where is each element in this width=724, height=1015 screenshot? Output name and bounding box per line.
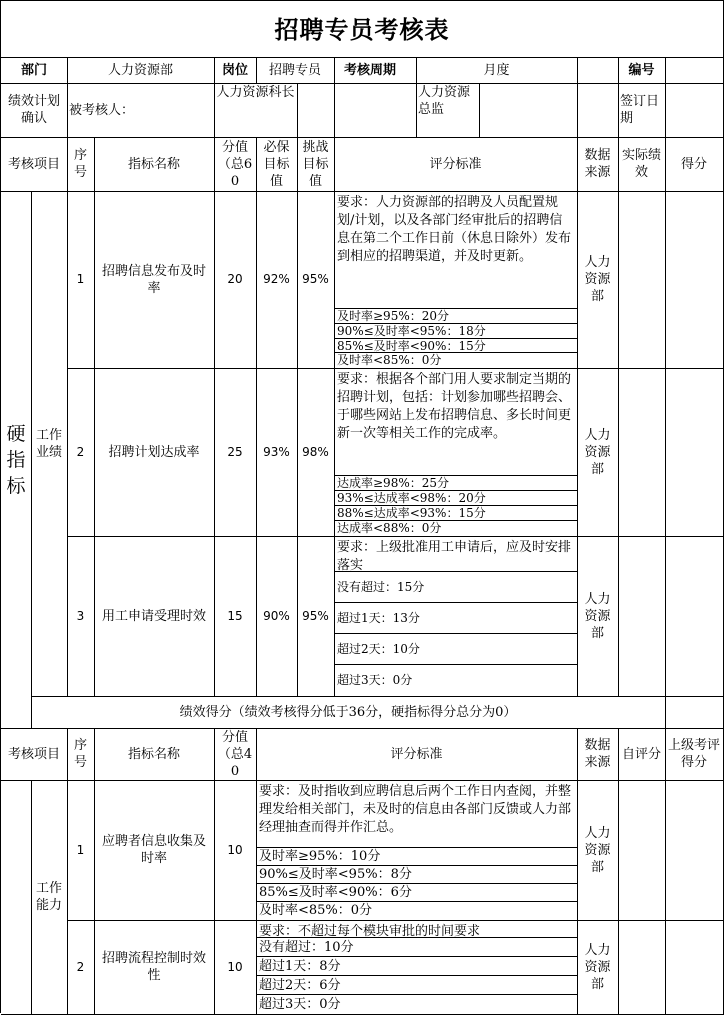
row-must-target: 93% (256, 368, 298, 537)
row-score: 10 (214, 780, 257, 921)
row-score-input[interactable] (665, 191, 724, 369)
criteria-level: 达成率<88%：0分 (337, 521, 442, 535)
criteria-level: 超过3天：0分 (337, 673, 413, 687)
criteria-level: 及时率≥95%：20分 (334, 309, 577, 324)
criteria-requirement: 要求：及时指收到应聘信息后两个工作日内查阅，并整理发给相关部门，未及时的信息由各部门反馈或人力部经理抽查而得并作汇总。 (256, 780, 577, 848)
criteria-level: 93%≤达成率<98%：20分 (334, 491, 577, 506)
row-score: 15 (214, 536, 257, 697)
row-data-source: 人力资源部 (577, 536, 619, 697)
criteria-level: 超过2天：6分 (256, 976, 577, 995)
criteria-level: 没有超过：15分 (334, 572, 577, 603)
row-actual-input[interactable] (618, 191, 666, 369)
chief-label: 人力资源科长 (214, 83, 298, 138)
row-self-score-input[interactable] (618, 920, 666, 1015)
col-header-item-2: 考核项目 (1, 728, 68, 781)
col-header-challenge: 挑战目标值 (297, 137, 335, 192)
criteria-level: 超过1天：13分 (334, 603, 577, 634)
performance-summary: 绩效得分（绩效考核得分低于36分，硬指标得分总分为0） (31, 696, 666, 729)
criteria-level: 超过2天：10分 (334, 634, 577, 665)
row-actual-input[interactable] (618, 536, 666, 697)
row-score-input[interactable] (665, 536, 724, 697)
criteria-level: 及时率<85%：0分 (337, 353, 442, 368)
category-hard: 硬指标 (1, 191, 32, 729)
criteria-requirement: 要求：上级批准用工申请后，应及时安排落实 (334, 536, 577, 572)
no-value (665, 57, 724, 84)
row-seq: 2 (67, 368, 95, 537)
confirm-label: 绩效计划确认 (1, 83, 68, 138)
col-header-source-2: 数据来源 (577, 728, 619, 781)
subcategory-performance: 工作业绩 (31, 191, 68, 697)
criteria-level: 90%≤及时率<95%：8分 (256, 866, 577, 884)
sign-date-value[interactable] (665, 83, 724, 138)
criteria-level: 90%≤及时率<95%：18分 (334, 324, 577, 339)
no-label: 编号 (618, 57, 666, 84)
row-superior-score-input[interactable] (665, 780, 724, 921)
row-seq: 3 (67, 536, 95, 697)
category-soft-blank (1, 780, 32, 1015)
dept-value: 人力资源部 (67, 57, 215, 84)
summary-score-input[interactable] (665, 696, 724, 729)
col-header-name: 指标名称 (94, 137, 215, 192)
row-criteria (256, 780, 578, 921)
col-header-criteria: 评分标准 (334, 137, 578, 192)
assessee-label: 被考核人： (67, 83, 215, 138)
row-indicator-name: 招聘计划达成率 (94, 368, 215, 537)
row-self-score-input[interactable] (618, 780, 666, 921)
criteria-level: 超过3天：0分 (259, 997, 341, 1012)
sign-date-label: 签订日期 (618, 83, 666, 138)
row-indicator-name: 招聘信息发布及时率 (94, 191, 215, 369)
col-header-actual: 实际绩效 (618, 137, 666, 192)
col-header-item: 考核项目 (1, 137, 68, 192)
row-criteria (334, 368, 578, 537)
row-challenge-target: 98% (297, 368, 335, 537)
row-data-source: 人力资源部 (577, 920, 619, 1015)
row-seq: 2 (67, 920, 95, 1015)
row-must-target: 90% (256, 536, 298, 697)
chief-sign[interactable] (297, 83, 335, 138)
page-title: 招聘专员考核表 (1, 1, 724, 58)
post-label: 岗位 (214, 57, 257, 84)
row-criteria (334, 536, 578, 697)
col-header-result: 得分 (665, 137, 724, 192)
row-score-input[interactable] (665, 368, 724, 537)
col-header-self: 自评分 (618, 728, 666, 781)
row-indicator-name: 用工申请受理时效 (94, 536, 215, 697)
criteria-level: 超过1天：8分 (256, 957, 577, 976)
row-data-source: 人力资源部 (577, 368, 619, 537)
row-indicator-name: 招聘流程控制时效性 (94, 920, 215, 1015)
criteria-requirement: 要求：不超过每个模块审批的时间要求 (256, 920, 577, 938)
row-score: 25 (214, 368, 257, 537)
criteria-level: 85%≤及时率<90%：6分 (256, 884, 577, 902)
col-header-seq-2: 序号 (67, 728, 95, 781)
row-seq: 1 (67, 191, 95, 369)
col-header-criteria-2: 评分标准 (256, 728, 578, 781)
confirm-blank (577, 83, 619, 138)
row-seq: 1 (67, 780, 95, 921)
col-header-must: 必保目标值 (256, 137, 298, 192)
criteria-level: 85%≤及时率<90%：15分 (334, 339, 577, 354)
criteria-level: 达成率≥98%：25分 (334, 476, 577, 491)
period-value: 月度 (416, 57, 578, 84)
director-sign[interactable] (479, 83, 578, 138)
row-actual-input[interactable] (618, 368, 666, 537)
post-value: 招聘专员 (256, 57, 335, 84)
col-header-superior: 上级考评得分 (665, 728, 724, 781)
row-score: 20 (214, 191, 257, 369)
row-criteria (256, 920, 578, 1015)
row-superior-score-input[interactable] (665, 920, 724, 1015)
col-header-source: 数据来源 (577, 137, 619, 192)
criteria-requirement: 要求：人力资源部的招聘及人员配置规划/计划，以及各部门经审批后的招聘信息在第二个工作日前（休息日除外）发布到相应的招聘渠道，并及时更新。 (334, 191, 577, 309)
row-criteria (334, 191, 578, 369)
row-challenge-target: 95% (297, 536, 335, 697)
row-data-source: 人力资源部 (577, 780, 619, 921)
col-header-score: 分值（总60 (214, 137, 257, 192)
criteria-level: 没有超过：10分 (256, 938, 577, 957)
director-label: 人力资源总监 (416, 83, 480, 138)
row-indicator-name: 应聘者信息收集及时率 (94, 780, 215, 921)
row-data-source: 人力资源部 (577, 191, 619, 369)
period-label: 考核周期 (334, 57, 417, 84)
subcategory-ability: 工作能力 (31, 780, 68, 1015)
criteria-level: 及时率≥95%：10分 (256, 848, 577, 866)
col-header-seq: 序号 (67, 137, 95, 192)
header-blank (577, 57, 619, 84)
row-must-target: 92% (256, 191, 298, 369)
col-header-name-2: 指标名称 (94, 728, 215, 781)
row-score: 10 (214, 920, 257, 1015)
row-challenge-target: 95% (297, 191, 335, 369)
dept-label: 部门 (1, 57, 68, 84)
col-header-score-2: 分值（总40 (214, 728, 257, 781)
criteria-requirement: 要求：根据各个部门用人要求制定当期的招聘计划，包括：计划参加哪些招聘会、于哪些网站上发布招聘信息、多长时间更新一次等相关工作的完成率。 (334, 368, 577, 476)
director-area (334, 83, 417, 138)
criteria-level: 及时率<85%：0分 (259, 903, 373, 918)
criteria-level: 88%≤达成率<93%：15分 (334, 506, 577, 521)
